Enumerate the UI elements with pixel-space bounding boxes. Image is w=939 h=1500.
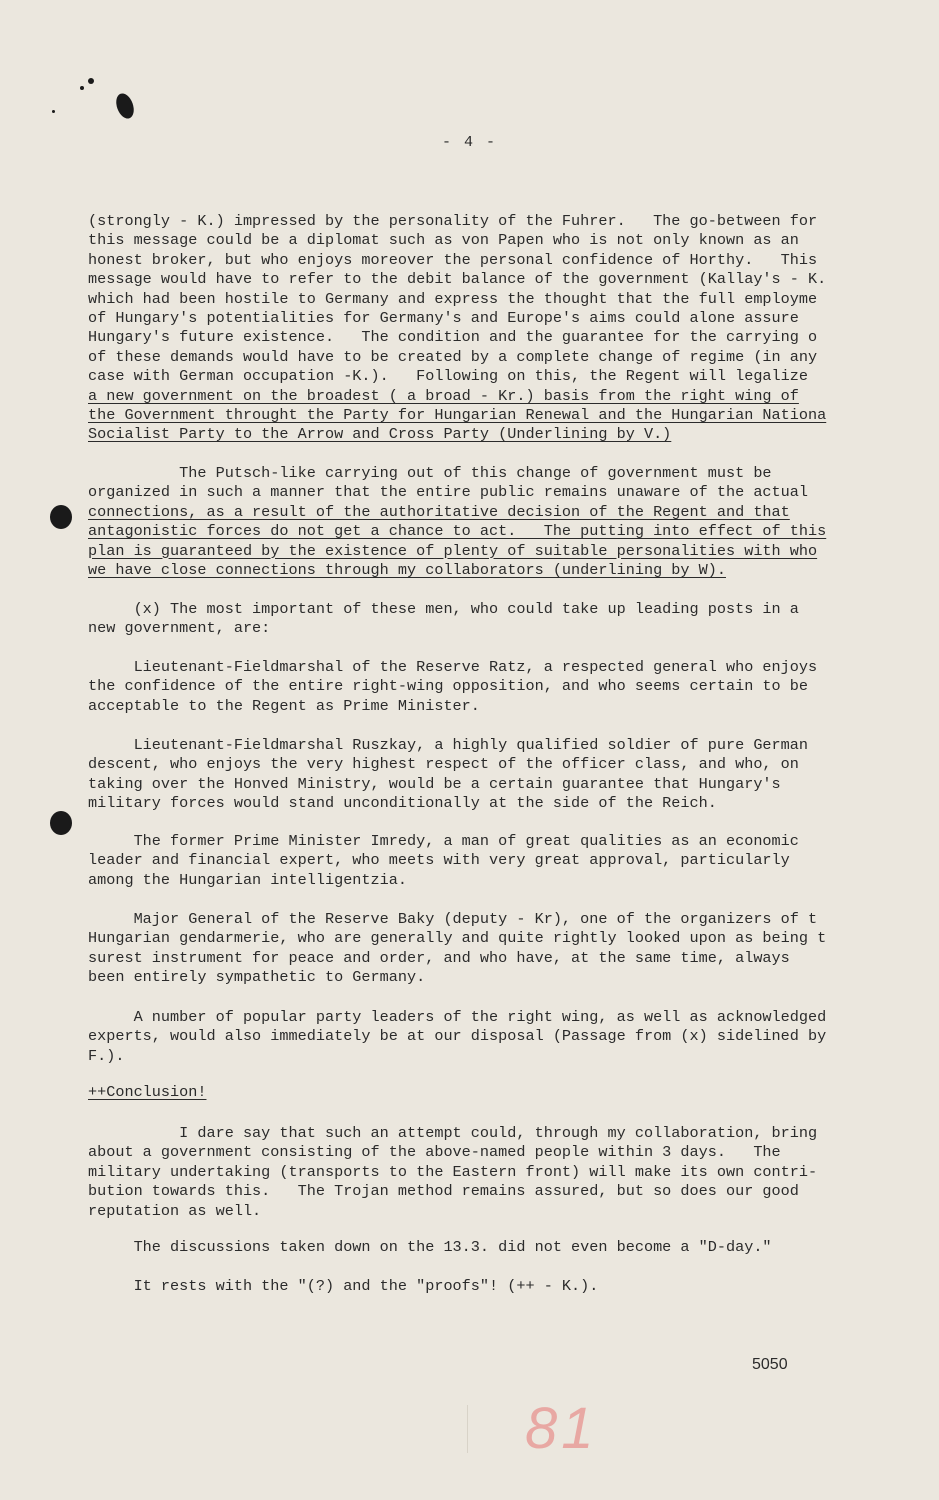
text-line: Hungary's future existence. The condition and the guarantee for the carrying o <box>88 328 818 347</box>
text-line: leader and financial expert, who meets with very great approval, particularly <box>88 851 790 870</box>
text-line: Major General of the Reserve Baky (deputy - Kr), one of the organizers of t <box>88 910 818 928</box>
page-number: - 4 - <box>441 134 497 151</box>
text-line: the confidence of the entire right-wing opposition, and who seems certain to be <box>88 677 809 696</box>
pencil-annotation: 81 <box>525 1396 598 1461</box>
ink-speck <box>88 78 94 84</box>
paragraph-imredy <box>88 832 878 890</box>
text-line: The former Prime Minister Imredy, a man of great qualities as an economic <box>88 832 799 850</box>
text-line: case with German occupation -K.). Following on this, the Regent will legalize <box>88 367 809 386</box>
ink-blot-top <box>113 91 137 121</box>
ink-speck <box>80 86 84 90</box>
punch-hole-lower <box>50 811 72 835</box>
text-line: new government, are: <box>88 619 271 638</box>
paragraph-2 <box>88 464 878 580</box>
text-line: reputation as well. <box>88 1201 262 1220</box>
text-line: I dare say that such an attempt could, through my collaboration, bring <box>88 1124 818 1142</box>
text-line: (strongly - K.) impressed by the personality of the Fuhrer. The go-between for <box>88 212 818 230</box>
text-line: experts, would also immediately be at our disposal (Passage from (x) sidelined by <box>88 1027 827 1046</box>
text-line: Lieutenant-Fieldmarshal Ruszkay, a highly qualified soldier of pure German <box>88 736 809 754</box>
paragraph-1 <box>88 212 878 445</box>
paragraph-ruszkay <box>88 736 878 814</box>
text-line: this message could be a diplomat such as von Papen who is not only known as an <box>88 231 799 250</box>
ink-speck <box>52 110 55 113</box>
text-line: been entirely sympathetic to Germany. <box>88 968 426 987</box>
underlined-line: antagonistic forces do not get a chance to act. The putting into effect of this <box>88 522 827 541</box>
paragraph-baky <box>88 910 878 988</box>
underlined-line: ++Conclusion! <box>88 1083 207 1101</box>
text-line: surest instrument for peace and order, and who have, at the same time, always <box>88 948 790 967</box>
underlined-line: a new government on the broadest ( a broad - Kr.) basis from the right wing of <box>88 386 799 405</box>
text-line: It rests with the "(?) and the "proofs"! (++ - K.). <box>88 1277 599 1295</box>
underlined-line: connections, as a result of the authoritative decision of the Regent and that <box>88 502 790 521</box>
text-line: organized in such a manner that the entire public remains unaware of the actual <box>88 483 809 502</box>
text-line: military forces would stand unconditionally at the side of the Reich. <box>88 794 717 813</box>
fold-mark <box>467 1405 468 1453</box>
text-line: bution towards this. The Trojan method remains assured, but so does our good <box>88 1182 799 1201</box>
paragraph-ratz <box>88 658 878 716</box>
text-line: of Hungary's potentialities for Germany's and Europe's aims could alone assure <box>88 309 799 328</box>
paragraph-discussions <box>88 1238 878 1257</box>
text-line: acceptable to the Regent as Prime Minister. <box>88 696 480 715</box>
paragraph-rests <box>88 1277 878 1296</box>
text-line: which had been hostile to Germany and express the thought that the full employme <box>88 289 818 308</box>
text-line: military undertaking (transports to the Eastern front) will make its own contri- <box>88 1162 818 1181</box>
text-line: The Putsch-like carrying out of this change of government must be <box>88 464 772 482</box>
text-line: A number of popular party leaders of the right wing, as well as acknowledged <box>88 1008 827 1026</box>
punch-hole-upper <box>50 505 72 529</box>
paragraph-conclusion <box>88 1124 878 1221</box>
conclusion-heading <box>88 1083 878 1102</box>
underlined-line: plan is guaranteed by the existence of plenty of suitable personalities with who <box>88 541 818 560</box>
text-line: Lieutenant-Fieldmarshal of the Reserve Ratz, a respected general who enjoys <box>88 658 818 676</box>
text-line: (x) The most important of these men, who could take up leading posts in a <box>88 600 799 618</box>
text-line: message would have to refer to the debit balance of the government (Kallay's - K. <box>88 270 827 289</box>
text-line: F.). <box>88 1046 125 1065</box>
text-line: among the Hungarian intelligentzia. <box>88 870 407 889</box>
text-line: about a government consisting of the above-named people within 3 days. The <box>88 1143 781 1162</box>
document-number: 5050 <box>752 1356 788 1373</box>
text-line: honest broker, but who enjoys moreover the personal confidence of Horthy. This <box>88 250 818 269</box>
text-line: descent, who enjoys the very highest respect of the officer class, and who, on <box>88 755 799 774</box>
text-line: The discussions taken down on the 13.3. did not even become a "D-day." <box>88 1238 772 1256</box>
underlined-line: we have close connections through my collaborators (underlining by W). <box>88 561 726 580</box>
underlined-line: the Government throught the Party for Hungarian Renewal and the Hungarian Nationa <box>88 406 827 425</box>
text-line: of these demands would have to be created by a complete change of regime (in any <box>88 347 818 366</box>
text-line: taking over the Honved Ministry, would be a certain guarantee that Hungary's <box>88 774 781 793</box>
text-line: Hungarian gendarmerie, who are generally and quite rightly looked upon as being t <box>88 929 827 948</box>
paragraph-party-leaders <box>88 1008 878 1066</box>
paragraph-3 <box>88 600 878 639</box>
underlined-line: Socialist Party to the Arrow and Cross Party (Underlining by V.) <box>88 425 672 444</box>
